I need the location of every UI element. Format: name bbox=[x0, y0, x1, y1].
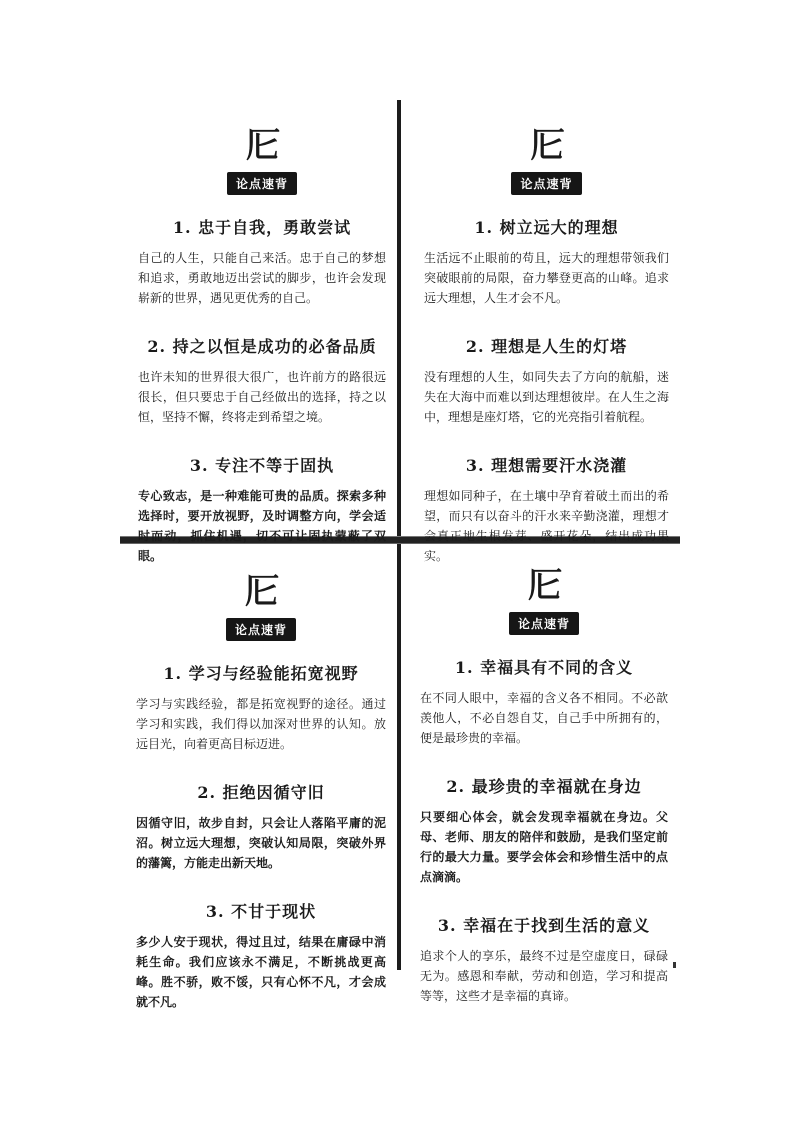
section-title: 2. 理想是人生的灯塔 bbox=[465, 337, 628, 356]
section-body: 理想如同种子，在土壤中孕育着破土而出的希望，而只有以奋斗的汗水来辛勤浇灌，理想才会真正地生根发芽、盛开花朵，结出成功果实。 bbox=[424, 489, 669, 563]
section bbox=[138, 453, 386, 566]
calligraphy-glyph: 𠨬 bbox=[528, 566, 560, 606]
tag-label: 论点速背 bbox=[227, 172, 297, 195]
section bbox=[138, 215, 386, 308]
section-title: 1. 树立远大的理想 bbox=[474, 218, 619, 237]
section-body: 专心致志，是一种难能可贵的品质。探索多种选择时，要开放视野，及时调整方向，学会适时而动，抓住机遇，切不可让固执蒙蔽了双眼。 bbox=[138, 489, 386, 563]
section bbox=[424, 334, 669, 427]
section-title: 2. 拒绝因循守旧 bbox=[197, 783, 325, 802]
tag-label: 论点速背 bbox=[511, 172, 581, 195]
section bbox=[138, 334, 386, 427]
section bbox=[424, 215, 669, 308]
section bbox=[420, 655, 668, 748]
section-body: 没有理想的人生，如同失去了方向的航船，迷失在大海中而难以到达理想彼岸。在人生之海中，理想是座灯塔，它的光亮指引着航程。 bbox=[424, 370, 669, 424]
section-body: 也许未知的世界很大很广，也许前方的路很远很长，但只要忠于自己经做出的选择，持之以恒，坚持不懈，终将走到希望之境。 bbox=[138, 370, 386, 424]
section-title: 1. 忠于自我，勇敢尝试 bbox=[172, 218, 352, 237]
scan-speck bbox=[673, 962, 676, 968]
calligraphy-glyph: 𠨬 bbox=[530, 126, 563, 166]
section-body: 追求个人的享乐，最终不过是空虚度日，碌碌无为。感恩和奉献，劳动和创造，学习和提高等等，这些才是幸福的真谛。 bbox=[420, 949, 668, 1003]
vertical-divider bbox=[397, 100, 401, 970]
section-body: 生活远不止眼前的苟且，远大的理想带领我们突破眼前的局限，奋力攀登更高的山峰。追求远大理想，人生才会不凡。 bbox=[424, 251, 669, 305]
section-title: 1. 学习与经验能拓宽视野 bbox=[163, 664, 359, 683]
card-top-left bbox=[138, 126, 386, 566]
section-body: 学习与实践经验，都是拓宽视野的途径。通过学习和实践，我们得以加深对世界的认知。放远目光，向着更高目标迈进。 bbox=[136, 697, 386, 751]
section bbox=[420, 774, 668, 887]
section-title: 2. 最珍贵的幸福就在身边 bbox=[446, 777, 642, 796]
section bbox=[136, 780, 386, 873]
section-title: 3. 理想需要汗水浇灌 bbox=[465, 456, 628, 475]
section-title: 2. 持之以恒是成功的必备品质 bbox=[147, 337, 377, 356]
section-body: 自己的人生，只能自己来活。忠于自己的梦想和追求，勇敢地迈出尝试的脚步，也许会发现崭新的世界，遇见更优秀的自己。 bbox=[138, 251, 386, 305]
card-top-right bbox=[424, 126, 669, 566]
tag-label: 论点速背 bbox=[509, 612, 579, 635]
section bbox=[424, 453, 669, 566]
section-title: 1. 幸福具有不同的含义 bbox=[454, 658, 634, 677]
calligraphy-glyph: 𠨬 bbox=[245, 572, 277, 612]
card-bottom-left bbox=[136, 572, 386, 1012]
section-body: 只要细心体会，就会发现幸福就在身边。父母、老师、朋友的陪伴和鼓励，是我们坚定前行的最大力量。要学会体会和珍惜生活中的点点滴滴。 bbox=[420, 810, 668, 884]
section-title: 3. 不甘于现状 bbox=[205, 902, 317, 921]
section-body: 因循守旧，故步自封，只会让人落陷平庸的泥沼。树立远大理想，突破认知局限，突破外界的藩篱，方能走出新天地。 bbox=[136, 816, 386, 870]
section bbox=[420, 913, 668, 1006]
section-title: 3. 专注不等于固执 bbox=[189, 456, 335, 475]
section-body: 在不同人眼中，幸福的含义各不相同。不必歆羡他人，不必自怨自艾，自己手中所拥有的，便是最珍贵的幸福。 bbox=[420, 691, 668, 745]
section bbox=[136, 899, 386, 1012]
card-bottom-right bbox=[420, 566, 668, 1006]
section bbox=[136, 661, 386, 754]
section-body: 多少人安于现状，得过且过，结果在庸碌中消耗生命。我们应该永不满足，不断挑战更高峰。胜不骄，败不馁，只有心怀不凡，才会成就不凡。 bbox=[136, 935, 386, 1009]
tag-label: 论点速背 bbox=[226, 618, 296, 641]
calligraphy-glyph: 𠨬 bbox=[246, 126, 278, 166]
section-title: 3. 幸福在于找到生活的意义 bbox=[437, 916, 651, 935]
